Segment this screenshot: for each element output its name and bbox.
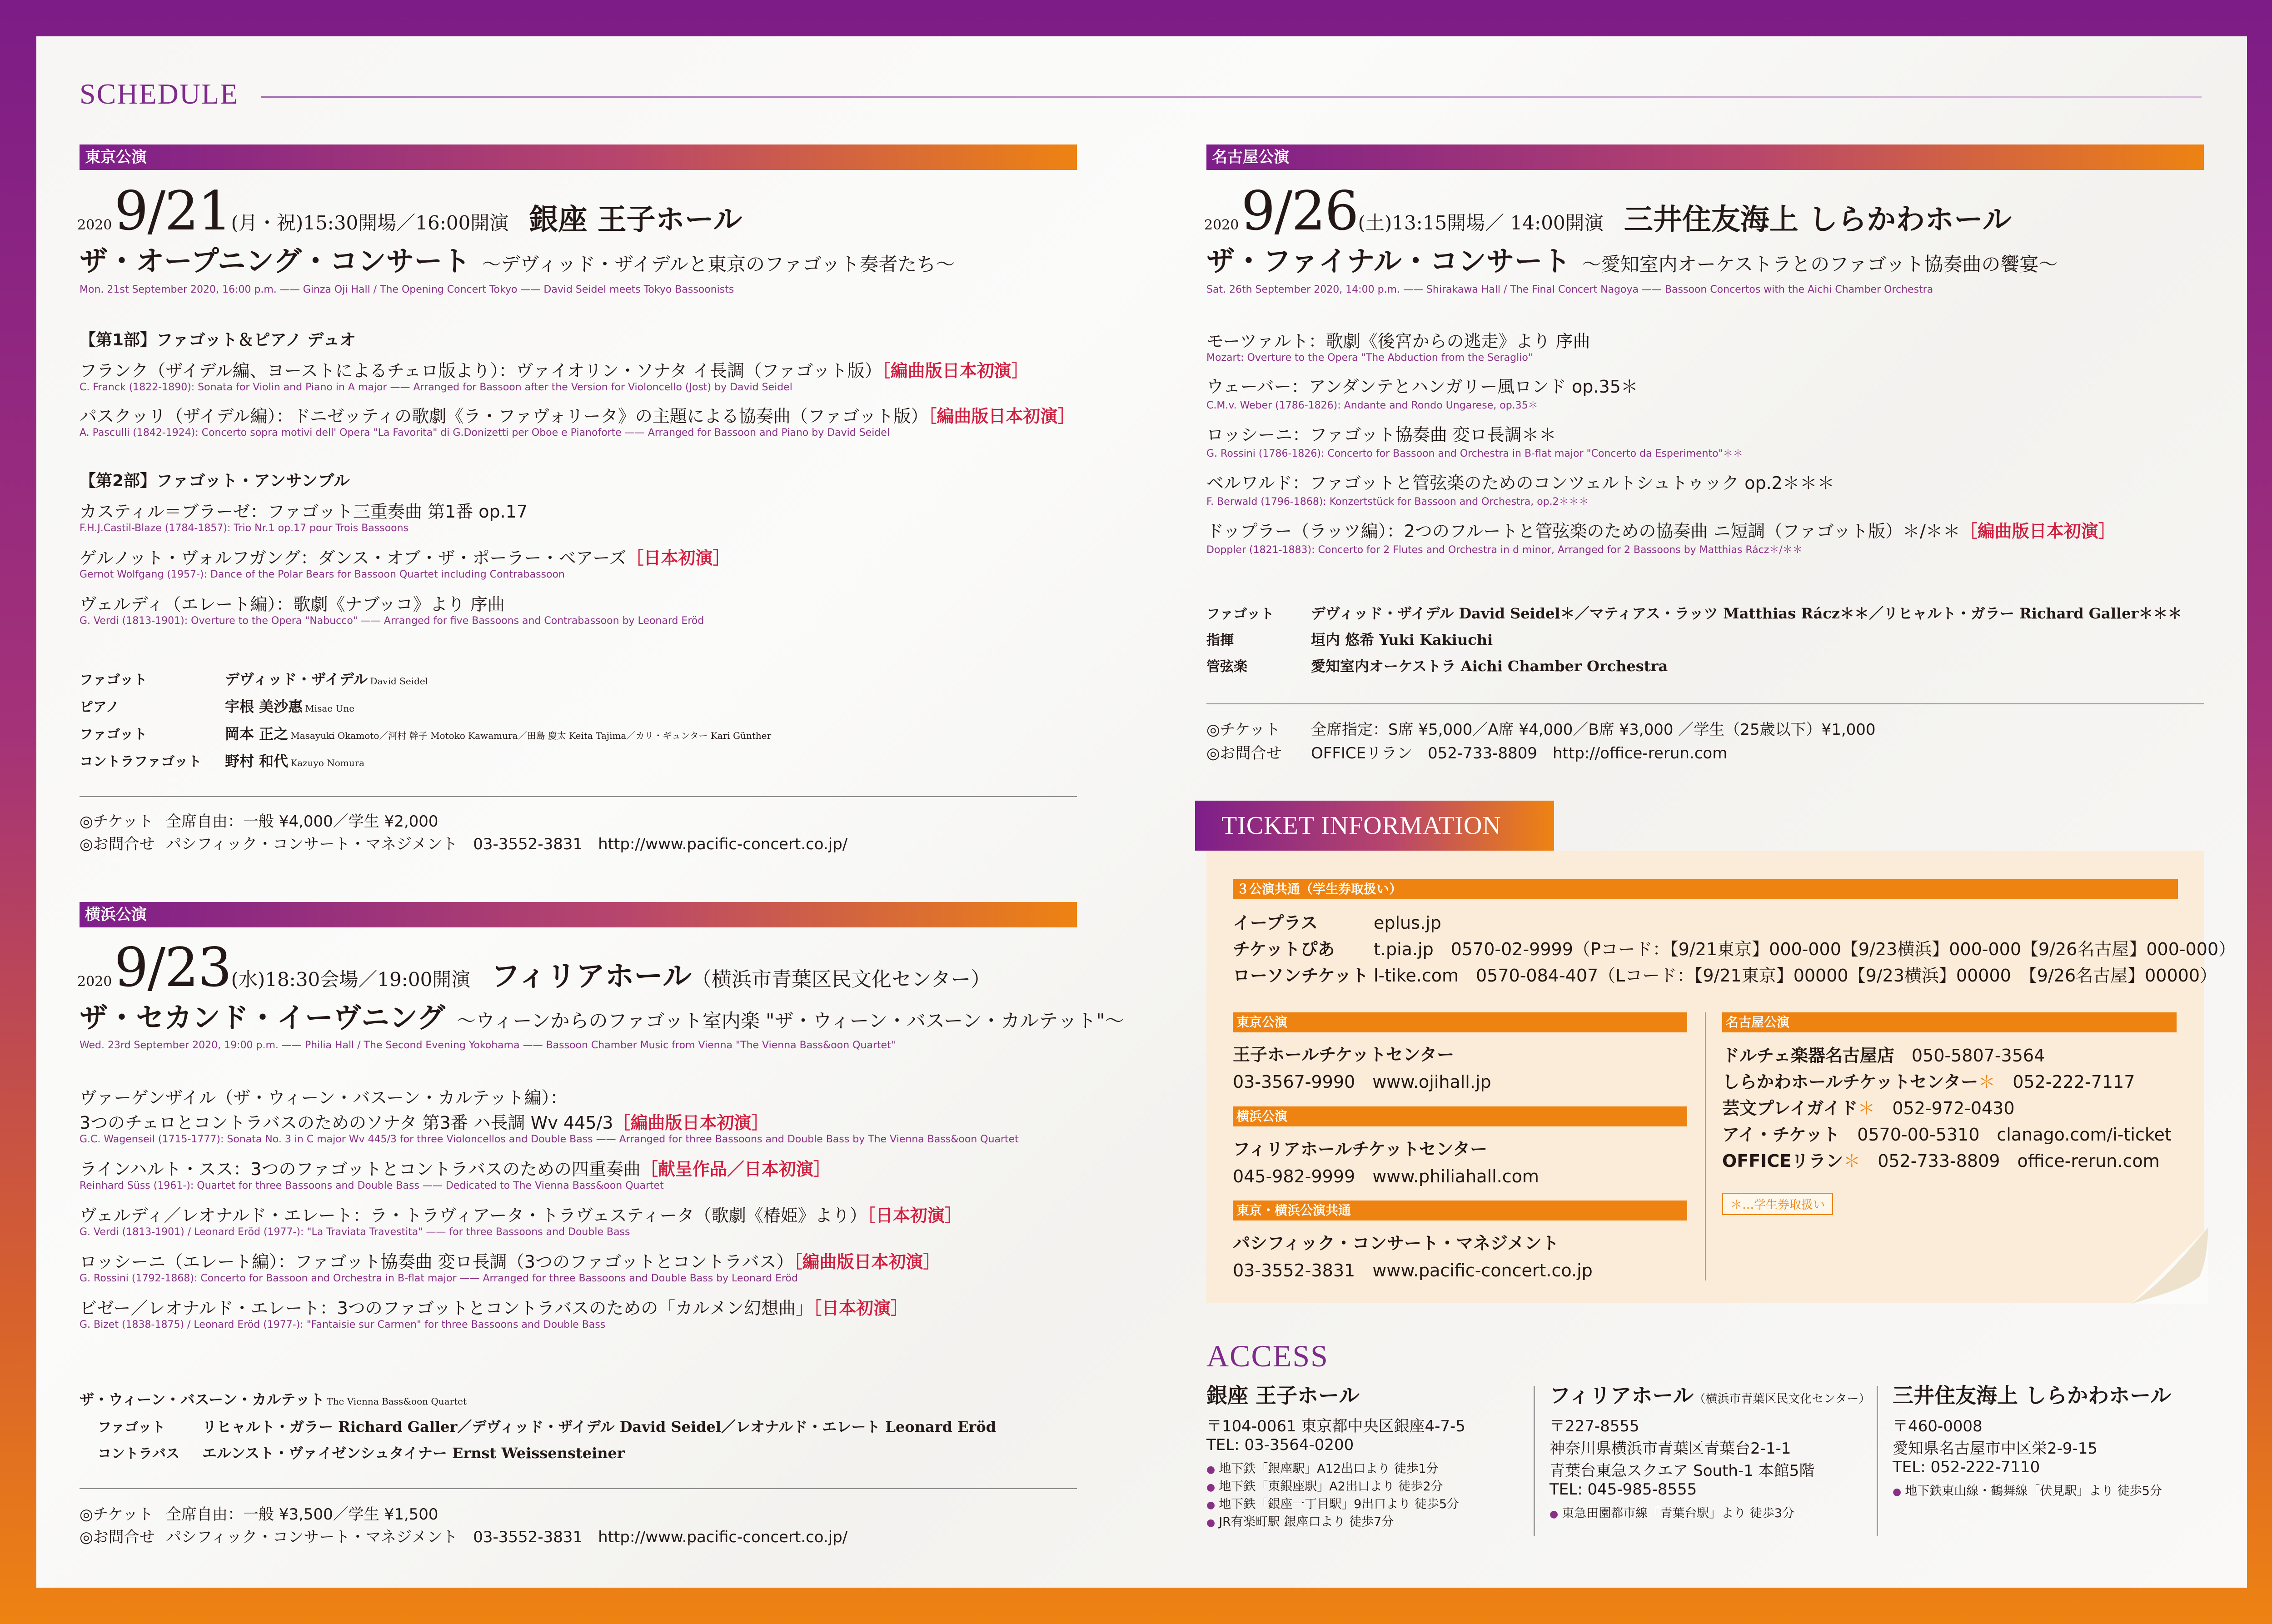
ticket-common-row [1233,961,2236,988]
access-title: ACCESS [1206,1339,1329,1373]
work-item [80,498,1079,534]
work-title: ゲルノット・ヴォルフガング：ダンス・オブ・ザ・ポーラー・ベアーズ [80,548,627,568]
ticket-outlet: ドルチェ楽器名古屋店 [1722,1046,1894,1066]
ticket-outlet-detail: 052-733-8809 office-rerun.com [1878,1151,2160,1171]
work-item [1206,469,2206,508]
yokohama-performers [98,1415,996,1468]
work-item [1206,421,2206,460]
ticket-tokyo-name [1233,1041,1454,1066]
work-item [80,590,1079,627]
student-mark: ＊ [1843,1151,1861,1171]
performer-role: ファゴット [98,1420,165,1435]
work-item [1206,373,2206,412]
access-tel: TEL: 03-3564-0200 [1206,1436,1354,1454]
tokyo-date: 9/21 [114,179,231,242]
work-title: ビゼー／レオナルド・エレート：3つのファゴットとコントラバスのための「カルメン幻想曲」 [80,1298,813,1318]
work-english: F. Berwald (1796-1868): Konzertstück for Bassoon and Orchestra, op.2＊＊＊ [1206,496,1589,508]
yokohama-subtitle: ～ウィーンからのファゴット室内楽 "ザ・ウィーン・バスーン・カルテット"～ [456,1010,1124,1032]
ticket-value: 全席指定：S席 ¥5,000／A席 ¥4,000／B席 ¥3,000 ／学生（25歳以下）¥1,000 [1311,721,1876,739]
access-address: 〒227-8555 [1550,1417,1639,1435]
performer-role: 指揮 [1206,633,1234,648]
work-english: G. Rossini (1786-1826): Concerto for Bassoon and Orchestra in B-flat major "Concerto da Esperimento"＊＊ [1206,448,1743,459]
work-english: A. Pasculli (1842-1924): Concerto sopra motivi dell' Opera "La Favorita" di G.Donizetti per Oboe e Pianoforte —— Arranged for Bassoon and Piano by David Seidel [80,427,890,438]
performer-row [1206,655,2182,681]
yokohama-year: 2020 [77,974,112,990]
performer-row [80,668,1079,695]
tokyo-heading: 東京公演 [80,144,1077,170]
access-divider [1877,1386,1878,1536]
performer-name: エルンスト・ヴァイゼンシュタイナー Ernst Weissensteiner [202,1445,625,1462]
ticket-nagoya-list [1722,1041,2172,1173]
venue-name: 銀座 王子ホール [1206,1383,1360,1408]
ticket-common-heading: ３公演共通（学生券取扱い） [1233,879,2178,899]
performer-name: リヒャルト・ガラー Richard Galler／デヴィッド・ザイデル David Seidel／レオナルド・エレート Leonard Eröd [202,1418,996,1435]
performer-roman: David Seidel [370,676,428,687]
ticket-both-name [1233,1229,1559,1254]
ticket-outlet: アイ・チケット [1722,1125,1840,1145]
work-english: G. Verdi (1813-1901) / Leonard Eröd (1977-): "La Traviata Travestita" —— for three Bassoons and Double Bass [80,1226,630,1238]
tokyo-title: ザ・オープニング・コンサート [80,244,471,278]
access-divider [1534,1386,1535,1536]
work-title: ロッシーニ：ファゴット協奏曲 変ロ長調＊＊ [1206,425,1556,445]
contact-label: ◎お問合せ [80,1528,155,1546]
work-english: Reinhard Süss (1961-): Quartet for three Bassoons and Double Bass —— Dedicated to The Vienna Bass&oon Quartet [80,1180,664,1191]
work-title: ウェーバー：アンダンテとハンガリー風ロンド op.35＊ [1206,377,1638,397]
work-english: G. Verdi (1813-1901): Overture to the Opera "Nabucco" —— Arranged for five Bassoons and Contrabassoon by Leonard Eröd [80,615,704,627]
yokohama-times: 18:30会場／19:00開演 [265,968,471,991]
work-english: F.H.J.Castil-Blaze (1784-1857): Trio Nr.1 op.17 pour Trois Bassoons [80,523,409,534]
access-address: 愛知県名古屋市中区栄2-9-15 [1893,1440,2098,1458]
ticket-label: ◎チケット [80,812,154,831]
work-title: ベルワルド：ファゴットと管弦楽のためのコンツェルトシュトゥック op.2＊＊＊ [1206,473,1834,493]
yokohama-venue: フィリアホール [491,960,692,993]
work-title: ラインハルト・スス：3つのファゴットとコントラバスのための四重奏曲 [80,1159,641,1179]
ticket-label: ◎チケット [80,1505,154,1524]
nagoya-date: 9/26 [1241,179,1358,242]
work-tag: ［日本初演］ [867,1206,962,1225]
ticket-common-list [1233,909,2236,988]
performer-name: 岡本 正之 [225,725,289,742]
work-item [80,1155,1170,1191]
ensemble-name: ザ・ウィーン・バスーン・カルテット [80,1391,325,1408]
work-english: Doppler (1821-1883): Concerto for 2 Flutes and Orchestra in d minor, Arranged for 2 Bassoons by Matthias Rácz＊/＊＊ [1206,544,1803,556]
tokyo-english: Mon. 21st September 2020, 16:00 p.m. —— Ginza Oji Hall / The Opening Concert Tokyo —— David Seidel meets Tokyo Bassoonists [80,284,734,295]
work-title: ロッシーニ（エレート編）：ファゴット協奏曲 変ロ長調（3つのファゴットとコントラバス） [80,1252,794,1272]
work-english: C.M.v. Weber (1786-1826): Andante and Rondo Ungarese, op.35＊ [1206,400,1538,411]
work-tag: ［編曲版日本初演］ [793,1252,941,1272]
access-address: 神奈川県横浜市青葉区青葉台2-1-1 [1550,1440,1791,1458]
ticket-outlet: OFFICEリラン [1722,1151,1844,1171]
ticket-common-row [1233,909,2236,935]
student-note: ＊…学生券取扱い [1722,1193,1833,1215]
ticket-outlet: 王子ホールチケットセンター [1233,1045,1455,1065]
access-direction: ● 地下鉄「東銀座駅」A2出口より 徒歩2分 [1206,1476,1515,1494]
work-title: ヴェルディ／レオナルド・エレート：ラ・トラヴィアータ・トラヴェスティータ（歌劇《椿姫》より） [80,1206,867,1225]
yokohama-title: ザ・セカンド・イーヴニング [80,1001,445,1034]
student-mark: ＊ [1978,1072,1996,1092]
yokohama-ensemble [80,1388,467,1409]
performer-name: 宇根 美沙惠 [225,698,303,715]
tokyo-part2: 【第2部】ファゴット・アンサンブル [80,472,350,490]
ticket-outlet-detail: 052-222-7117 [2013,1072,2135,1092]
ticket-value: 全席自由：一般 ¥4,000／学生 ¥2,000 [166,812,438,831]
tokyo-contact [80,832,847,854]
yokohama-title-line [80,995,1124,1036]
performer-name: 愛知室内オーケストラ Aichi Chamber Orchestra [1311,658,1668,675]
work-title: カスティル＝ブラーゼ：ファゴット三重奏曲 第1番 op.17 [80,502,528,522]
ticket-vendor-detail: t.pia.jp 0570-02-9999（Pコード：【9/21東京】000-000【9/23横浜】000-000【9/26名古屋】000-000） [1374,939,2236,959]
tokyo-works1 [80,357,1079,438]
tokyo-part1: 【第1部】ファゴット＆ピアノ デュオ [80,331,356,349]
ticket-vendor: イープラス [1233,913,1318,933]
performer-row [80,750,1079,777]
performer-role: ファゴット [80,727,147,742]
work-item [1206,517,2206,556]
performer-row [80,695,1079,722]
nagoya-subtitle: ～愛知室内オーケストラとのファゴット協奏曲の饗宴～ [1582,253,2058,275]
student-mark: ＊ [1858,1098,1875,1118]
performer-role: ピアノ [80,699,120,715]
ticket-nagoya-row [1722,1094,2172,1121]
performer-role: ファゴット [80,672,147,688]
ticket-nagoya-row [1722,1041,2172,1068]
work-tag: ［編曲版日本初演］ [928,406,1075,426]
ticket-vendor-detail: eplus.jp [1374,913,1441,933]
work-item [80,544,1079,580]
venue-name: フィリアホール [1550,1383,1694,1408]
contact-value: OFFICEリラン 052-733-8809 http://office-rerun.com [1311,744,1728,762]
yokohama-ticket [80,1502,438,1524]
work-item [80,357,1079,393]
work-title-2: 3つのチェロとコントラバスのためのソナタ 第3番 ハ長調 Wv 445/3 [80,1113,613,1133]
tokyo-rule [80,796,1077,797]
work-tag: ［編曲版日本初演］ [613,1113,769,1133]
ensemble-roman: The Vienna Bass&oon Quartet [327,1396,467,1407]
ticket-both-heading: 東京・横浜公演共通 [1233,1201,1687,1220]
performer-row [1206,602,2182,628]
ticket-nagoya-row [1722,1147,2172,1173]
access-address: 〒104-0061 東京都中央区銀座4-7-5 [1206,1417,1465,1435]
work-english: G.C. Wagenseil (1715-1777): Sonata No. 3 in C major Wv 445/3 for three Violoncellos and Double Bass —— Arranged for three Bassoons and Double Bass by The Vienna Bass&oon Quartet [80,1134,1019,1145]
contact-value: パシフィック・コンサート・マネジメント 03-3552-3831 http://www.pacific-concert.co.jp/ [166,1528,848,1546]
work-title: パスクッリ（ザイデル編）：ドニゼッティの歌劇《ラ・ファヴォリータ》の主題による協奏曲（ファゴット版） [80,406,928,426]
yokohama-works [80,1084,1170,1330]
access-direction: ● 地下鉄東山線・鶴舞線「伏見駅」より 徒歩5分 [1893,1481,2206,1499]
tokyo-subtitle: ～デヴィッド・ザイデルと東京のファゴット奏者たち～ [482,253,955,275]
ticket-both-detail: 03-3552-3831 www.pacific-concert.co.jp [1233,1260,1593,1280]
performer-row [80,722,1079,750]
performer-roman: Masayuki Okamoto／河村 幹子 Motoko Kawamura／田島 慶太 Keita Tajima／カリ・ギュンター Kari Günther [290,730,772,741]
ticket-tokyo-heading: 東京公演 [1233,1012,1687,1032]
access-tel: TEL: 052-222-7110 [1893,1458,2040,1476]
work-english: G. Bizet (1838-1875) / Leonard Eröd (1977-): "Fantaisie sur Carmen" for three Bassoons and Double Bass [80,1319,606,1330]
ticket-yokohama-detail: 045-982-9999 www.philiahall.com [1233,1166,1539,1186]
performer-name: 野村 和代 [225,752,289,770]
performer-name: デヴィッド・ザイデル David Seidel＊／マティアス・ラッツ Matthias Rácz＊＊／リヒャルト・ガラー Richard Galler＊＊＊ [1311,605,2182,622]
work-tag: ［編曲版日本初演］ [1960,521,2116,541]
work-english: G. Rossini (1792-1868): Concerto for Bassoon and Orchestra in B-flat major —— Arranged for three Bassoons and Double Bass by Leonard Eröd [80,1273,798,1284]
ticket-outlet-detail: 052-972-0430 [1892,1098,2015,1118]
ticket-divider [1705,1012,1706,1280]
ticket-nagoya-row [1722,1068,2172,1094]
nagoya-year: 2020 [1204,217,1239,233]
nagoya-rule [1206,703,2204,704]
performer-role: コントラファゴット [80,754,202,770]
access-venue [1893,1379,2206,1499]
contact-label: ◎お問合せ [1206,744,1282,762]
ticket-outlet-detail: 050-5807-3564 [1911,1046,2045,1066]
performer-name: 垣内 悠希 Yuki Kakiuchi [1311,631,1493,648]
venue-name-sub: （横浜市青葉区民文化センター） [1694,1392,1871,1406]
performer-roman: Misae Une [305,703,355,714]
ticket-vendor: ローソンチケット [1233,966,1369,986]
nagoya-venue: 三井住友海上 しらかわホール [1624,203,2012,237]
work-title: モーツァルト：歌劇《後宮からの逃走》より 序曲 [1206,331,1590,351]
performer-row [1206,628,2182,655]
work-title: フランク（ザイデル編、ヨーストによるチェロ版より）：ヴァイオリン・ソナタ イ長調（ファゴット版） [80,361,882,381]
access-tel: TEL: 045-985-8555 [1550,1480,1697,1499]
tokyo-venue: 銀座 王子ホール [529,203,742,237]
yokohama-venue-sub: （横浜市青葉区民文化センター） [692,968,991,991]
performer-roman: Kazuyo Nomura [290,757,365,768]
work-title: ヴァーゲンザイル（ザ・ウィーン・バスーン・カルテット編）： [80,1088,568,1108]
work-tag: ［日本初演］ [813,1298,908,1318]
ticket-common-row [1233,935,2236,961]
access-venue-name [1206,1379,1515,1409]
nagoya-date-line [1204,179,2012,242]
work-tag: ［献呈作品／日本初演］ [640,1159,831,1179]
nagoya-title: ザ・ファイナル・コンサート [1206,244,1571,278]
contact-value: パシフィック・コンサート・マネジメント 03-3552-3831 http://www.pacific-concert.co.jp/ [166,835,848,853]
yokohama-heading: 横浜公演 [80,902,1077,927]
performer-name: デヴィッド・ザイデル [225,671,368,688]
access-venue-name [1893,1379,2206,1409]
venue-name: 三井住友海上 しらかわホール [1893,1383,2172,1408]
tokyo-performers [80,668,1079,777]
access-direction: ● 地下鉄「銀座一丁目駅」9出口より 徒歩5分 [1206,1494,1515,1512]
nagoya-contact [1206,741,1727,763]
schedule-rule [261,96,2202,98]
access-direction: ● 地下鉄「銀座駅」A12出口より 徒歩1分 [1206,1459,1515,1476]
nagoya-english: Sat. 26th September 2020, 14:00 p.m. —— Shirakawa Hall / The Final Concert Nagoya —— Bassoon Concertos with the Aichi Chamber Orchestra [1206,284,1933,295]
ticket-outlet: パシフィック・コンサート・マネジメント [1233,1233,1559,1253]
work-item [80,1294,1170,1330]
nagoya-title-line [1206,239,2058,279]
ticket-label: ◎チケット [1206,721,1280,739]
work-item [80,1248,1170,1284]
ticket-info-title: TICKET INFORMATION [1195,801,1554,851]
nagoya-weekday: (土) [1358,212,1392,234]
work-english: C. Franck (1822-1890): Sonata for Violin and Piano in A major —— Arranged for Bassoon after the Version for Violoncello (Jost) by David Seidel [80,382,792,393]
ticket-yokohama-name [1233,1135,1487,1160]
tokyo-year: 2020 [77,217,112,233]
work-english: Gernot Wolfgang (1957-): Dance of the Polar Bears for Bassoon Quartet including Contrabassoon [80,569,565,580]
ticket-value: 全席自由：一般 ¥3,500／学生 ¥1,500 [166,1505,438,1524]
tokyo-times: 15:30開場／16:00開演 [303,212,509,234]
tokyo-works2 [80,498,1079,627]
performer-role: 管弦楽 [1206,659,1247,675]
performer-row [98,1442,996,1468]
access-venue [1550,1379,1871,1521]
nagoya-heading: 名古屋公演 [1206,144,2204,170]
access-venue-name [1550,1379,1871,1409]
tokyo-weekday: (月・祝) [231,212,304,234]
schedule-title: SCHEDULE [80,78,239,110]
access-address: 〒460-0008 [1893,1417,1983,1435]
work-tag: ［編曲版日本初演］ [882,361,1029,381]
performer-role: ファゴット [1206,606,1274,622]
performer-role: コントラバス [98,1446,179,1462]
yokohama-contact [80,1524,847,1547]
nagoya-works [1206,327,2206,556]
work-title: ドップラー（ラッツ編）：2つのフルートと管弦楽のための協奏曲 ニ短調（ファゴット版）＊/＊＊ [1206,521,1960,541]
work-title: ヴェルディ（エレート編）：歌劇《ナブッコ》より 序曲 [80,594,505,614]
tokyo-title-line [80,239,955,279]
work-item [80,1084,1170,1145]
ticket-outlet: フィリアホールチケットセンター [1233,1139,1488,1159]
work-item [80,1201,1170,1238]
ticket-nagoya-heading: 名古屋公演 [1722,1012,2177,1032]
ticket-vendor: チケットぴあ [1233,939,1335,959]
access-address: 青葉台東急スクエア South-1 本館5階 [1550,1462,1815,1480]
work-item [80,402,1079,438]
work-tag: ［日本初演］ [626,548,730,568]
work-english: Mozart: Overture to the Opera "The Abduction from the Seraglio" [1206,352,1533,364]
ticket-outlet: 芸文プレイガイド [1722,1098,1858,1118]
access-venue [1206,1379,1515,1529]
ticket-yokohama-heading: 横浜公演 [1233,1106,1687,1126]
work-item [1206,327,2206,364]
yokohama-date: 9/23 [114,936,231,999]
nagoya-ticket [1206,717,1876,739]
yokohama-rule [80,1488,1077,1489]
page-curl-icon [2131,1227,2208,1304]
tokyo-date-line [77,179,742,242]
ticket-outlet-detail: 0570-00-5310 clanago.com/i-ticket [1857,1125,2172,1145]
ticket-nagoya-row [1722,1121,2172,1147]
performer-row [98,1415,996,1442]
ticket-tokyo-detail: 03-3567-9990 www.ojihall.jp [1233,1072,1491,1092]
yokohama-date-line [77,936,991,999]
contact-label: ◎お問合せ [80,835,155,853]
yokohama-weekday: (水) [231,968,265,991]
nagoya-times: 13:15開場／ 14:00開演 [1392,212,1604,234]
access-direction: ● JR有楽町駅 銀座口より 徒歩7分 [1206,1512,1515,1529]
ticket-vendor-detail: l-tike.com 0570-084-407（Lコード：【9/21東京】00000【9/23横浜】00000 【9/26名古屋】00000） [1374,966,2217,986]
yokohama-english: Wed. 23rd September 2020, 19:00 p.m. —— Philia Hall / The Second Evening Yokohama —— Bassoon Chamber Music from Vienna "The Vienna Bass&oon Quartet" [80,1040,896,1051]
ticket-outlet: しらかわホールチケットセンター [1722,1072,1978,1092]
nagoya-performers [1206,602,2182,681]
tokyo-ticket [80,809,438,831]
access-direction: ● 東急田園都市線「青葉台駅」より 徒歩3分 [1550,1503,1868,1521]
